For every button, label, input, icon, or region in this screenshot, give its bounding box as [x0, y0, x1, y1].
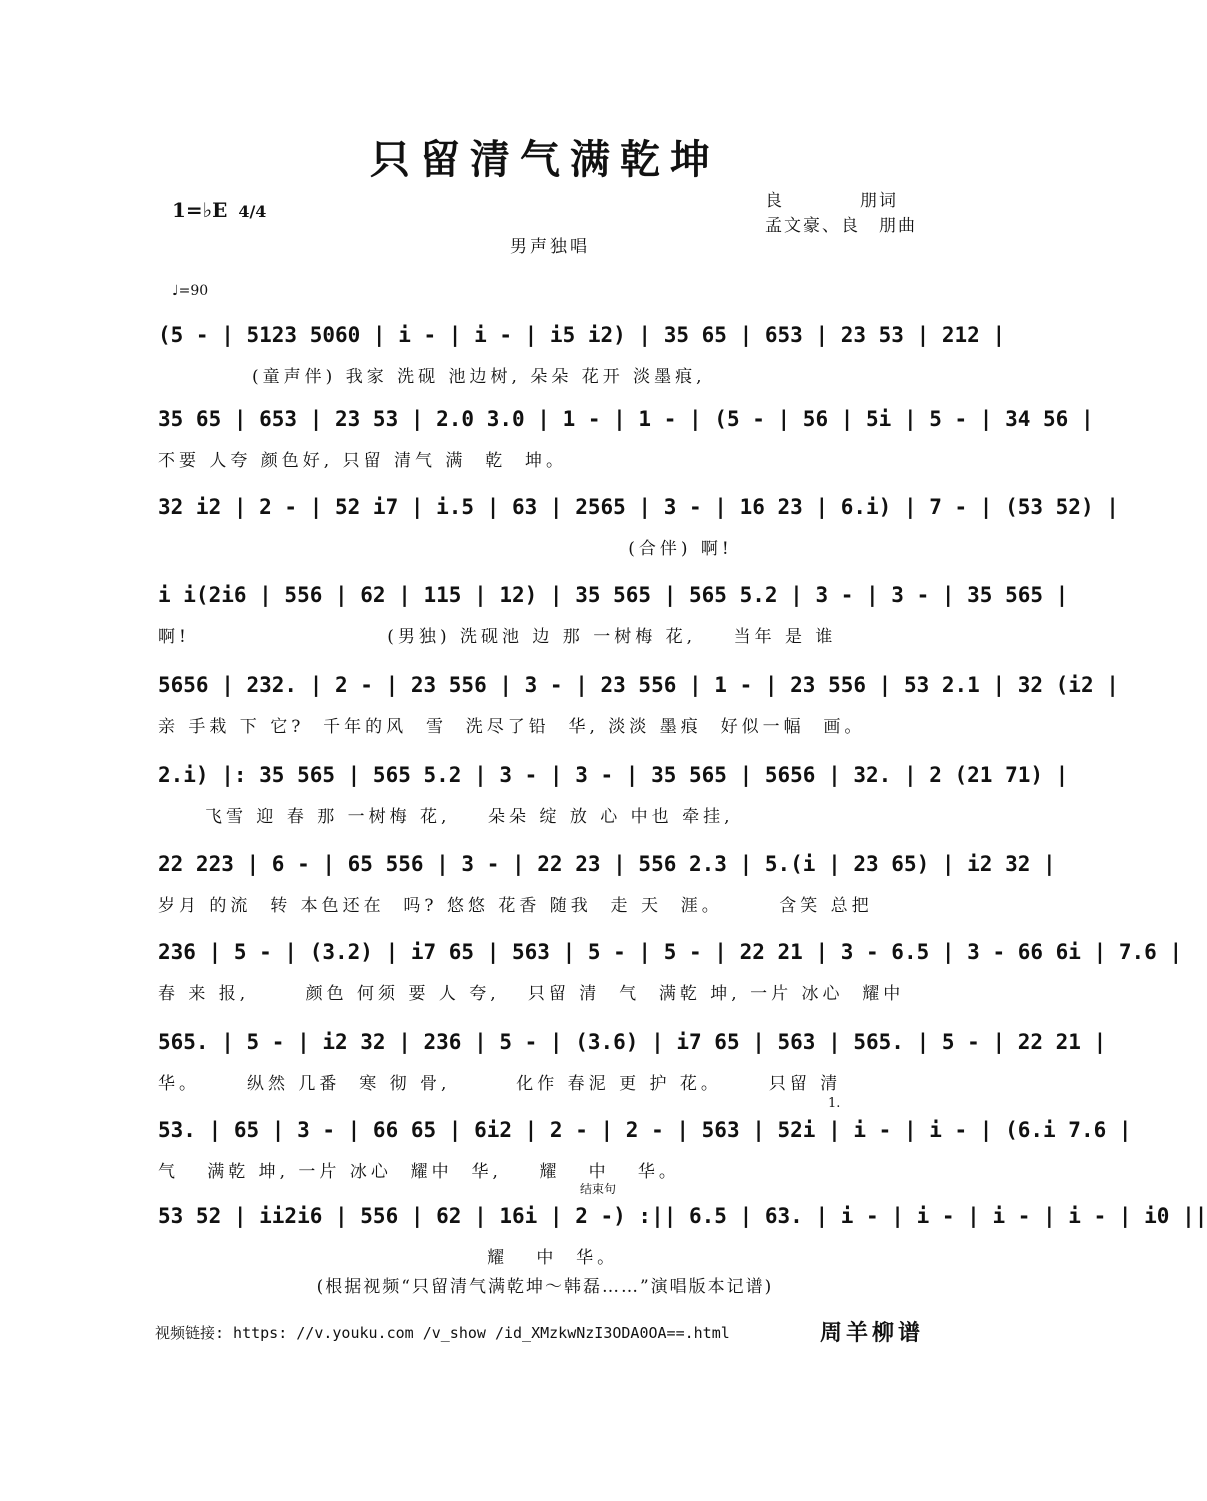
lyrics-line: (合伴) 啊! — [158, 539, 733, 559]
video-link[interactable]: 视频链接: https: //v.youku.com /v_show /id_XMzkwNzI3ODA0OA==.html — [155, 1324, 730, 1342]
source-note: (根据视频“只留清气满乾坤～韩磊……”演唱版本记谱) — [316, 1277, 774, 1297]
lyrics-line: 岁月 的流 转 本色还在 吗? 悠悠 花香 随我 走 天 涯。 含笑 总把 — [158, 896, 873, 916]
notes-line: 565. | 5 - | i2 32 | 236 | 5 - | (3.6) | i7 65 | 563 | 565. | 5 - | 22 21 | — [158, 1030, 1107, 1054]
transcriber-signature: 周羊柳谱 — [820, 1320, 925, 1346]
notes-line: 35 65 | 653 | 23 53 | 2.0 3.0 | 1 - | 1 - | (5 - | 56 | 5i | 5 - | 34 56 | — [158, 407, 1094, 431]
composer: 孟文豪、良 朋曲 — [765, 216, 917, 236]
notes-line: (5 - | 5123 5060 | i - | i - | i5 i2) | 35 65 | 653 | 23 53 | 212 | — [158, 323, 1006, 347]
time-signature: 4/4 — [238, 202, 267, 221]
notes-line: 53. | 65 | 3 - | 66 65 | 6i2 | 2 - | 2 - | 563 | 52i | i - | i - | (6.i 7.6 | — [158, 1118, 1132, 1142]
lyrics-line: 亲 手栽 下 它? 千年的风 雪 洗尽了铅 华, 淡淡 墨痕 好似一幅 画。 — [158, 717, 866, 737]
notes-line: 53 52 | ii2i6 | 556 | 62 | 16i | 2 -) :|| 6.5 | 63. | i - | i - | i - | i - | i0 || — [158, 1204, 1207, 1228]
lyrics-line: 耀 中 华。 — [158, 1248, 619, 1268]
volta-label: 1. — [828, 1096, 841, 1111]
lyrics-line: 华。 纵然 几番 寒 彻 骨, 化作 春泥 更 护 花。 只留 清 — [158, 1074, 842, 1094]
notes-line: 5656 | 232. | 2 - | 23 556 | 3 - | 23 556 | 1 - | 23 556 | 53 2.1 | 32 (i2 | — [158, 673, 1119, 697]
lyrics-line: 不要 人夸 颜色好, 只留 清气 满 乾 坤。 — [158, 451, 568, 471]
performance-type: 男声独唱 — [510, 237, 590, 257]
key-signature — [172, 198, 266, 222]
tempo-mark: ♩=90 — [172, 283, 209, 299]
lyrics-line: 气 满乾 坤, 一片 冰心 耀中 华, 耀 中 华。 — [158, 1162, 680, 1182]
ending-label: 结束句 — [580, 1182, 617, 1196]
lyrics-line: 春 来 报, 颜色 何须 要 人 夸, 只留 清 气 满乾 坤, 一片 冰心 耀中 — [158, 984, 905, 1004]
lyricist: 良 朋词 — [765, 191, 898, 211]
notes-line: i i(2i6 | 556 | 62 | 115 | 12) | 35 565 | 565 5.2 | 3 - | 3 - | 35 565 | — [158, 583, 1069, 607]
lyrics-line: 啊! (男独) 洗砚池 边 那 一树梅 花, 当年 是 谁 — [158, 627, 837, 647]
notes-line: 236 | 5 - | (3.2) | i7 65 | 563 | 5 - | 5 - | 22 21 | 3 - 6.5 | 3 - 66 6i | 7.6 | — [158, 940, 1183, 964]
notes-line: 22 223 | 6 - | 65 556 | 3 - | 22 23 | 556 2.3 | 5.(i | 23 65) | i2 32 | — [158, 852, 1056, 876]
page-title: 只留清气满乾坤 — [370, 136, 720, 183]
key-label: 1=♭E — [172, 198, 228, 222]
lyrics-line: (童声伴) 我家 洗砚 池边树, 朵朵 花开 淡墨痕, — [158, 367, 706, 387]
lyrics-line: 飞雪 迎 春 那 一树梅 花, 朵朵 绽 放 心 中也 牵挂, — [158, 807, 734, 827]
notes-line: 32 i2 | 2 - | 52 i7 | i.5 | 63 | 2565 | 3 - | 16 23 | 6.i) | 7 - | (53 52) | — [158, 495, 1119, 519]
notes-line: 2.i) |: 35 565 | 565 5.2 | 3 - | 3 - | 35 565 | 5656 | 32. | 2 (21 71) | — [158, 763, 1069, 787]
